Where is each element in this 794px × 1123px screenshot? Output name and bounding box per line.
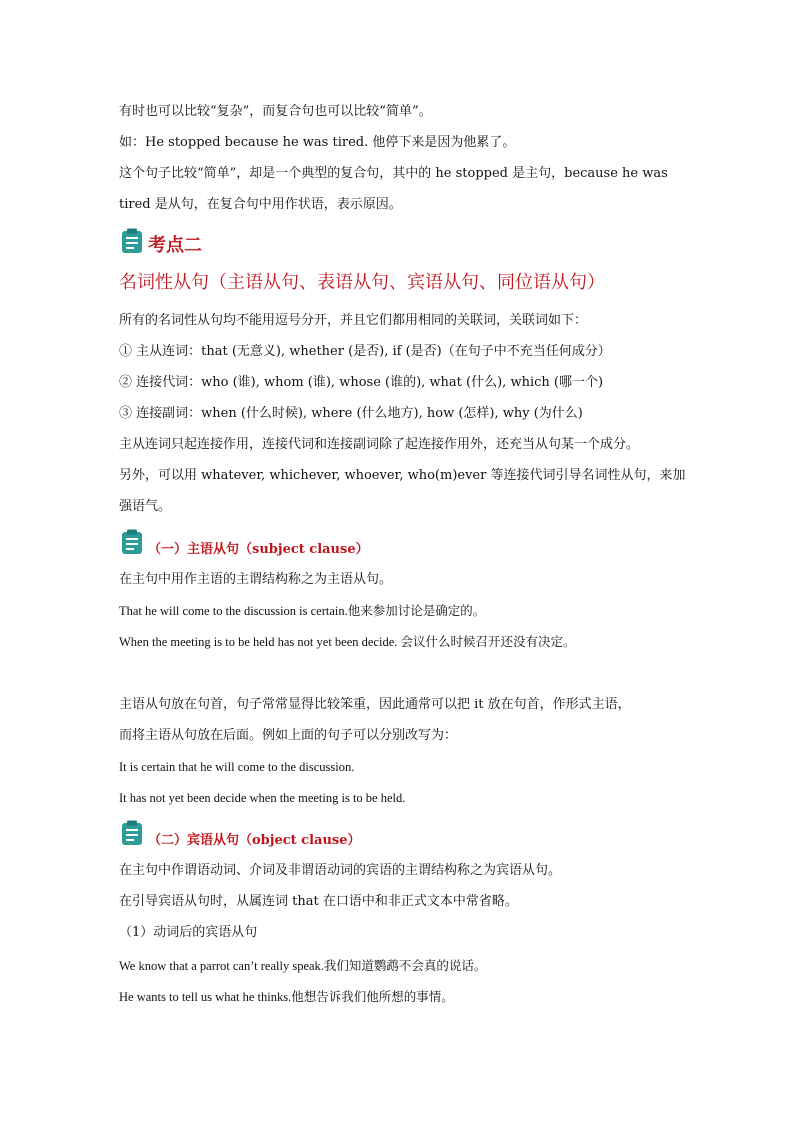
paragraph-line: 而将主语从句放在后面。例如上面的句子可以分别改写为：: [119, 728, 458, 743]
paragraph-line: 如：He stopped because he was tired. 他停下来是因为他累了。: [119, 135, 516, 150]
notes-icon: [121, 529, 143, 555]
paragraph-line: 这个句子比较“简单”，却是一个典型的复合句，其中的 he stopped 是主句，because he was: [119, 166, 668, 181]
paragraph-line: 强语气。: [119, 499, 172, 514]
notes-icon: [121, 820, 143, 846]
subsection-heading: （一）主语从句（subject clause）: [148, 542, 369, 557]
section-title: 名词性从句（主语从句、表语从句、宾语从句、同位语从句）: [119, 272, 605, 293]
list-item: ① 主从连词：that (无意义), whether (是否), if (是否)（在句子中不充当任何成分）: [119, 344, 611, 359]
subsection-heading: （二）宾语从句（object clause）: [148, 833, 361, 848]
list-heading: （1）动词后的宾语从句: [119, 925, 258, 940]
example-sentence: He wants to tell us what he thinks.他想告诉我们他所想的事情。: [119, 990, 454, 1004]
paragraph-line: 主语从句放在句首，句子常常显得比较笨重，因此通常可以把 it 放在句首，作形式主语，: [119, 697, 631, 712]
paragraph-line: 主从连词只起连接作用，连接代词和连接副词除了起连接作用外，还充当从句某一个成分。: [119, 437, 640, 452]
paragraph-line: tired 是从句，在复合句中用作状语，表示原因。: [119, 197, 402, 212]
example-sentence: It is certain that he will come to the discussion.: [119, 760, 355, 774]
paragraph-line: 在主句中用作主语的主谓结构称之为主语从句。: [119, 572, 393, 587]
list-item: ③ 连接副词：when (什么时候), where (什么地方), how (怎样), why (为什么): [119, 406, 583, 421]
example-sentence: That he will come to the discussion is certain.他来参加讨论是确定的。: [119, 604, 486, 618]
paragraph-line: 所有的名词性从句均不能用逗号分开，并且它们都用相同的关联词，关联词如下：: [119, 313, 588, 328]
example-sentence: When the meeting is to be held has not yet been decide. 会议什么时候召开还没有决定。: [119, 635, 576, 649]
example-sentence: It has not yet been decide when the meeting is to be held.: [119, 791, 406, 805]
notes-icon: [121, 228, 143, 254]
example-sentence: We know that a parrot can’t really speak.我们知道鹦鹉不会真的说话。: [119, 959, 487, 973]
paragraph-line: 在主句中作谓语动词、介词及非谓语动词的宾语的主谓结构称之为宾语从句。: [119, 863, 562, 878]
paragraph-line: 另外，可以用 whatever, whichever, whoever, who(m)ever 等连接代词引导名词性从句，来加: [119, 468, 686, 483]
paragraph-line: 在引导宾语从句时，从属连词 that 在口语中和非正式文本中常省略。: [119, 894, 518, 909]
section-badge-title: 考点二: [148, 235, 202, 256]
paragraph-line: 有时也可以比较“复杂”，而复合句也可以比较“简单”。: [119, 104, 432, 119]
list-item: ② 连接代词：who (谁), whom (谁), whose (谁的), what (什么), which (哪一个): [119, 375, 604, 390]
